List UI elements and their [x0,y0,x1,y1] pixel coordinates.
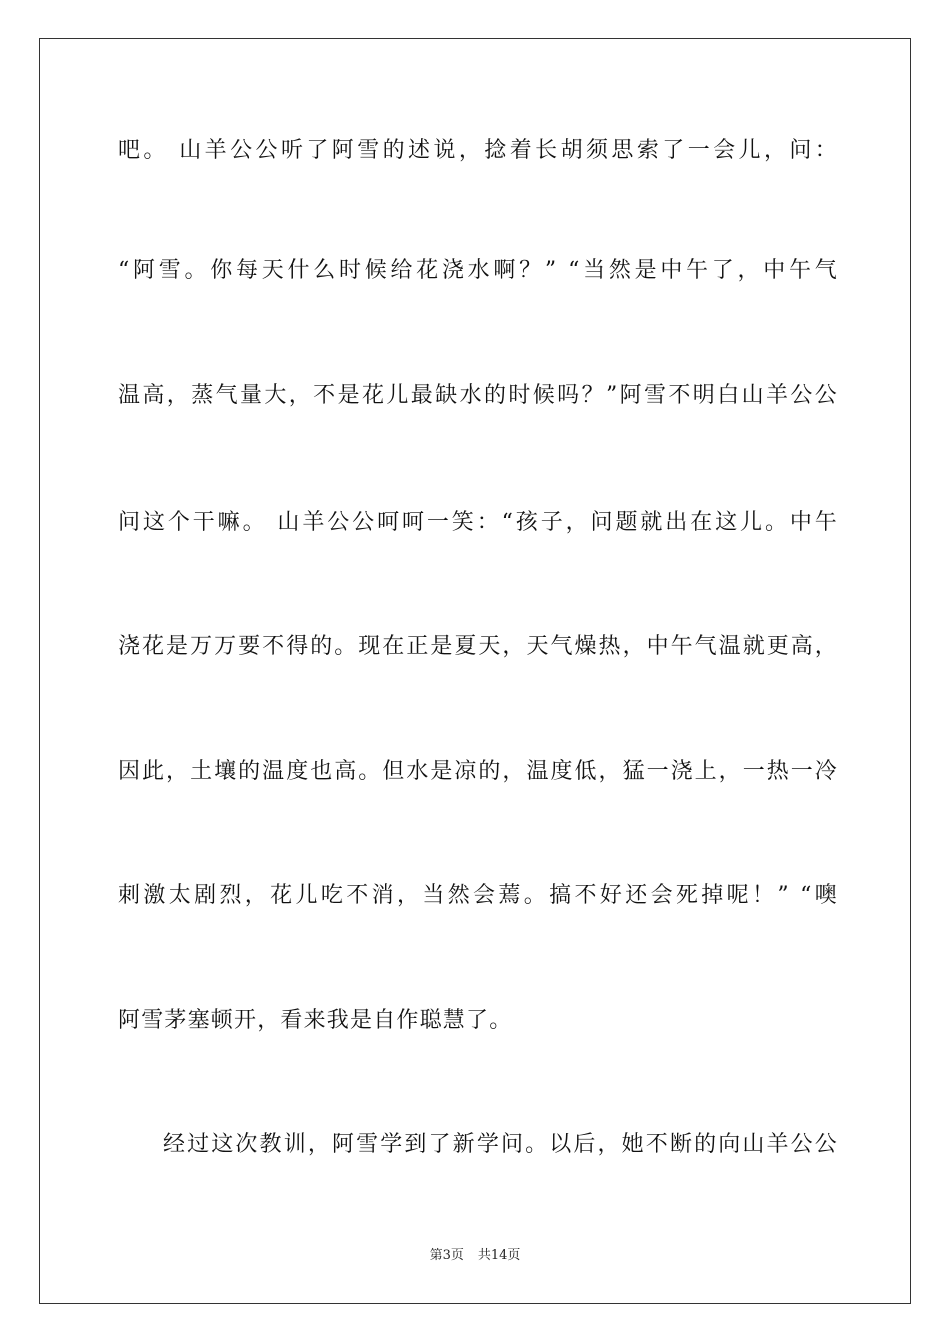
body-text-line-8: 阿雪茅塞顿开，看来我是自作聪慧了。 [118,1008,513,1033]
body-text-line-7: 刺激太剧烈，花儿吃不消，当然会蔫。搞不好还会死掉呢！” “噢 [118,883,838,908]
body-text-line-1: 吧。 山羊公公听了阿雪的述说，捻着长胡须思索了一会儿，问： [118,138,838,163]
body-text-line-2: “阿雪。你每天什么时候给花浇水啊？” “当然是中午了，中午气 [118,258,838,283]
page-total: 共14页 [477,1248,521,1263]
body-text-line-5: 浇花是万万要不得的。现在正是夏天，天气燥热，中午气温就更高， [118,634,838,659]
body-text-line-3: 温高，蒸气量大，不是花儿最缺水的时候吗？”阿雪不明白山羊公公 [118,383,838,408]
page-number: 第3页 [429,1248,464,1263]
body-text-line-4: 问这个干嘛。 山羊公公呵呵一笑：“孩子，问题就出在这儿。中午 [118,510,838,535]
page-footer [0,1247,950,1265]
page-border [39,38,911,1304]
body-text-line-6: 因此，土壤的温度也高。但水是凉的，温度低，猛一浇上，一热一冷 [118,759,838,784]
body-text-line-9: 经过这次教训，阿雪学到了新学问。以后，她不断的向山羊公公 [163,1132,838,1157]
